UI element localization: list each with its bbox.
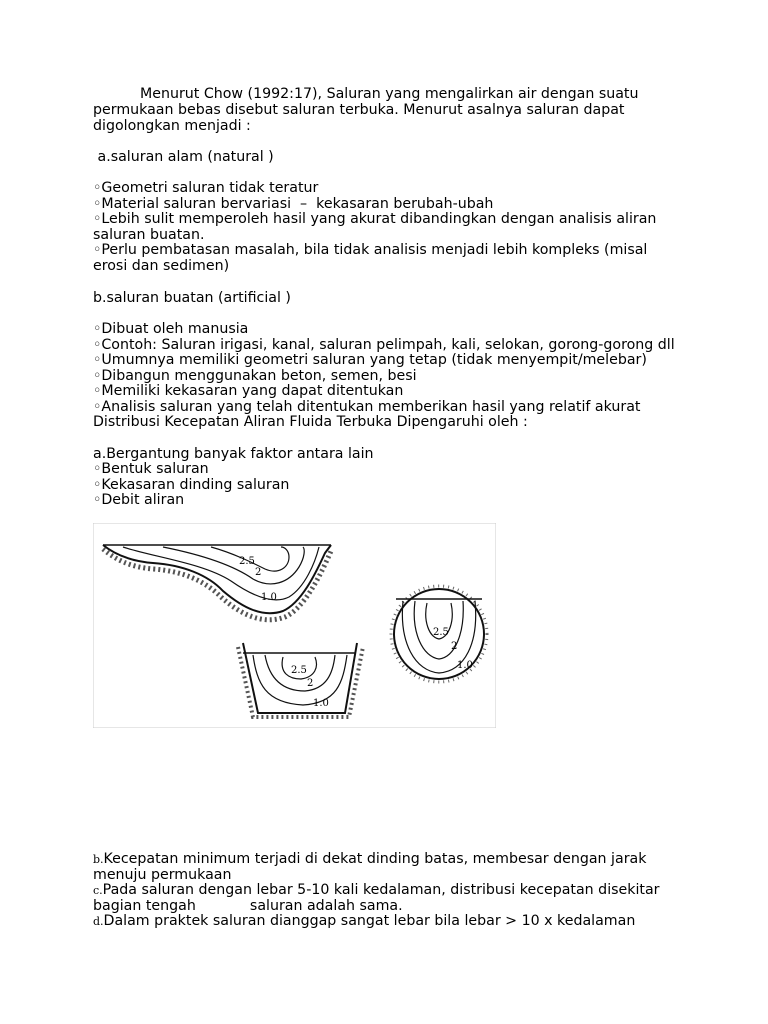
- note-text: Kecepatan minimum terjadi di dekat dinding batas, membesar dengan jarak: [103, 851, 647, 867]
- list-item: ◦Dibuat oleh manusia: [93, 321, 249, 337]
- note-line: [93, 851, 646, 868]
- list-item: Distribusi Kecepatan Aliran Fluida Terbuka Dipengaruhi oleh :: [93, 414, 528, 430]
- note-prefix: c.: [93, 884, 103, 897]
- isovel-label: 1.0: [313, 698, 329, 709]
- note-prefix: d.: [93, 915, 104, 928]
- figure-frame: [93, 523, 496, 728]
- note-line: [93, 882, 660, 899]
- isovel-label: 1.0: [457, 660, 473, 671]
- list-item: ◦Dibangun menggunakan beton, semen, besi: [93, 368, 417, 384]
- note-text: menuju permukaan: [93, 867, 232, 883]
- note-line: [93, 913, 635, 930]
- section-b-heading: b.saluran buatan (artificial ): [93, 290, 291, 306]
- list-item: ◦Contoh: Saluran irigasi, kanal, saluran pelimpah, kali, selokan, gorong-gorong dll: [93, 337, 675, 353]
- list-item: ◦Lebih sulit memperoleh hasil yang akurat dibandingkan dengan analisis aliran: [93, 211, 657, 227]
- note-prefix: b.: [93, 853, 104, 866]
- list-item: saluran buatan.: [93, 227, 205, 243]
- list-item: ◦Analisis saluran yang telah ditentukan memberikan hasil yang relatif akurat: [93, 399, 641, 415]
- velocity-distribution-figure: [93, 523, 496, 728]
- list-item: ◦Kekasaran dinding saluran: [93, 477, 290, 493]
- list-item: ◦Material saluran bervariasi – kekasaran berubah-ubah: [93, 196, 494, 212]
- list-item: ◦Memiliki kekasaran yang dapat ditentukan: [93, 383, 404, 399]
- isovel-label: 2.5: [239, 556, 255, 567]
- note-text: Dalam praktek saluran dianggap sangat lebar bila lebar > 10 x kedalaman: [103, 913, 636, 929]
- isovel-label: 2.5: [433, 627, 449, 638]
- intro-line: Menurut Chow (1992:17), Saluran yang mengalirkan air dengan suatu: [140, 86, 639, 102]
- list-item: ◦Perlu pembatasan masalah, bila tidak analisis menjadi lebih kompleks (misal: [93, 242, 648, 258]
- list-item: erosi dan sedimen): [93, 258, 230, 274]
- factors-heading: a.Bergantung banyak faktor antara lain: [93, 446, 374, 462]
- note-text: Pada saluran dengan lebar 5-10 kali kedalaman, distribusi kecepatan disekitar: [102, 882, 660, 898]
- isovel-label: 2: [307, 678, 314, 689]
- isovel-label: 2.5: [291, 665, 307, 676]
- section-a-heading: a.saluran alam (natural ): [93, 149, 274, 165]
- list-item: ◦Umumnya memiliki geometri saluran yang tetap (tidak menyempit/melebar): [93, 352, 647, 368]
- intro-line: digolongkan menjadi :: [93, 118, 251, 134]
- isovel-label: 2: [451, 641, 458, 652]
- note-text: bagian tengah saluran adalah sama.: [93, 898, 403, 914]
- intro-line: permukaan bebas disebut saluran terbuka. Menurut asalnya saluran dapat: [93, 102, 625, 118]
- list-item: ◦Debit aliran: [93, 492, 185, 508]
- list-item: ◦Geometri saluran tidak teratur: [93, 180, 319, 196]
- isovel-label: 1.0: [261, 592, 277, 603]
- list-item: ◦Bentuk saluran: [93, 461, 209, 477]
- isovel-label: 2: [255, 567, 262, 578]
